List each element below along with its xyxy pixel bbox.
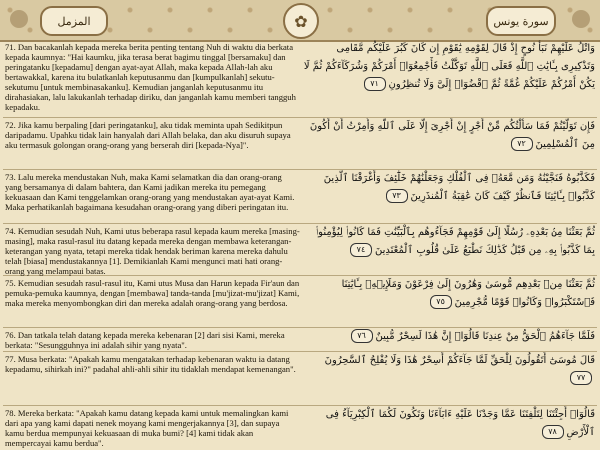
page-header <box>0 0 600 42</box>
verse-list <box>3 40 597 450</box>
verse-translation: 72. Jika kamu berpaling [dari peringatanku], aku tidak meminta upah Sedikitpun daripadamu. Upahku tidak lain hanyalah dari Allah belaka, dan aku disuruh supaya aku termasuk golongan orang-orang yang berserah diri [kepada-Nya]". <box>5 120 291 150</box>
medallion-ornament-icon: ✿ <box>283 3 319 39</box>
verse-translation: 76. Dan tatkala telah datang kepada mereka kebenaran [2] dari sisi Kami, mereka berkata: "Sesungguhnya ini adalah sihir yang nyata". <box>5 330 285 350</box>
ayah-number-mark: ٧٨ <box>542 425 564 439</box>
verse-arabic: وَاتْلُ عَلَيْهِمْ نَبَأَ نُوحٍ إِذْ قَالَ لِقَوْمِهِ يَٰقَوْمِ إِن كَانَ كَبُرَ عَلَيْكُم مَّقَامِى وَتَذْكِيرِى بِـَٔايَٰتِ ٱللَّهِ فَعَلَى ٱللَّهِ تَوَكَّلْتُ فَأَجْمِعُوٓا۟ أَمْرَكُمْ وَشُرَكَآءَكُمْ ثُمَّ لَا يَكُنْ أَمْرُكُمْ عَلَيْكُمْ غُمَّةً ثُمَّ ٱقْضُوٓا۟ إِلَىَّ وَلَا تُنظِرُونِ٧١ <box>303 43 595 90</box>
verse-row <box>3 328 597 352</box>
verse-arabic: فَإِن تَوَلَّيْتُمْ فَمَا سَأَلْتُكُم مِّنْ أَجْرٍ إِنْ أَجْرِىَ إِلَّا عَلَى ٱللَّهِ وَأُمِرْتُ أَنْ أَكُونَ مِنَ ٱلْمُسْلِمِينَ٧٢ <box>309 121 595 150</box>
ayah-number-mark: ٧٥ <box>430 295 452 309</box>
verse-row <box>3 352 597 406</box>
verse-arabic: قَالُوٓا۟ أَجِئْتَنَا لِتَلْفِتَنَا عَمَّا وَجَدْنَا عَلَيْهِ ءَابَآءَنَا وَتَكُونَ لَكُمَا ٱلْكِبْرِيَآءُ فِى ٱلْأَرْضِ٧٨ <box>325 409 595 438</box>
ayah-number-mark: ٧٧ <box>570 371 592 385</box>
juz-title: المزمل <box>40 6 108 36</box>
verse-arabic: فَلَمَّا جَآءَهُمُ ٱلْحَقُّ مِنْ عِندِنَا قَالُوٓا۟ إِنَّ هَٰذَا لَسِحْرٌ مُّبِينٌ٧٦ <box>303 328 595 346</box>
verse-translation: 73. Lalu mereka mendustakan Nuh, maka Kami selamatkan dia dan orang-orang yang bersamanya di dalam bahtera, dan Kami jadikan mereka itu pemegang kekuasaan dan Kami tenggelamkan orang-orang yang mendustakan ayat-ayat Kami. Maka perhatikanlah bagaimana kesudahan orang-orang yang diberi peringatan itu. <box>5 172 295 212</box>
ayah-number-mark: ٧١ <box>364 77 386 91</box>
verse-arabic: ثُمَّ بَعَثْنَا مِنۢ بَعْدِهِۦ رُسُلًا إِلَىٰ قَوْمِهِمْ فَجَآءُوهُم بِٱلْبَيِّنَٰتِ فَمَا كَانُوا۟ لِيُؤْمِنُوا۟ بِمَا كَذَّبُوا۟ بِهِۦ مِن قَبْلُ كَذَٰلِكَ نَطْبَعُ عَلَىٰ قُلُوبِ ٱلْمُعْتَدِينَ٧٤ <box>315 227 595 256</box>
verse-translation: 74. Kemudian sesudah Nuh, Kami utus beberapa rasul kepada kaum mereka [masing-masing], maka rasul-rasul itu datang kepada mereka dengan membawa keterangan-keterangan yang nyata, tetapi mereka tidak hendak beriman karena mereka dahulu telah [biasa] mendustakannya [1]. Demikianlah Kami mengunci mati hati orang-orang yang melampaui batas. <box>5 226 300 276</box>
verse-translation: 78. Mereka berkata: "Apakah kamu datang kepada kami untuk memalingkan kami dari apa yang kami dapati nenek moyang kami mengerjakannya [3], dan supaya kamu berdua mempunyai kekuasaan di muka bumi? [4] kami tidak akan mempercayai kamu berdua". <box>5 408 289 448</box>
verse-arabic: فَكَذَّبُوهُ فَنَجَّيْنَٰهُ وَمَن مَّعَهُۥ فِى ٱلْفُلْكِ وَجَعَلْنَٰهُمْ خَلَٰٓئِفَ وَأَغْرَقْنَا ٱلَّذِينَ كَذَّبُوا۟ بِـَٔايَٰتِنَا فَٱنظُرْ كَيْفَ كَانَ عَٰقِبَةُ ٱلْمُنذَرِينَ٧٣ <box>323 173 595 202</box>
ornament-icon <box>572 10 590 28</box>
ayah-number-mark: ٧٢ <box>511 137 533 151</box>
verse-row <box>3 276 597 328</box>
ornament-icon <box>10 10 28 28</box>
surah-title: سورة يونس <box>486 6 556 36</box>
verse-translation: 71. Dan bacakanlah kepada mereka berita penting tentang Nuh di waktu dia berkata kepada kaumnya: "Hai kaumku, jika terasa berat bagimu tinggal [bersamaku] dan peringatanku [kepadamu] dengan ayat-ayat Allah, maka kepada Allah-lah aku bertawakkal, karena itu bulatkanlah keputusanmu dan [kumpulkanlah] sekutu-sekutumu [untuk membinasakanku]. Kemudian janganlah keputusanmu itu dirahasiakan, lalu lakukanlah terhadap diriku, dan janganlah kamu memberi tangguh kepadaku. <box>5 42 296 112</box>
verse-row <box>3 406 597 450</box>
verse-row <box>3 170 597 224</box>
ayah-number-mark: ٧٦ <box>351 329 373 343</box>
verse-row <box>3 224 597 276</box>
verse-arabic: قَالَ مُوسَىٰٓ أَتَقُولُونَ لِلْحَقِّ لَمَّا جَآءَكُمْ أَسِحْرٌ هَٰذَا وَلَا يُفْلِحُ ٱلسَّٰحِرُونَ٧٧ <box>303 352 595 388</box>
verse-translation: 75. Kemudian sesudah rasul-rasul itu, Kami utus Musa dan Harun kepada Fir'aun dan pemuka-pemuka kaumnya, dengan [membawa] tanda-tanda [mu'jizat-mu'jizat] Kami, maka mereka menyombongkan diri dan mereka adalah orang-orang yang berdosa. <box>5 278 300 308</box>
ayah-number-mark: ٧٣ <box>386 189 408 203</box>
verse-row <box>3 40 597 118</box>
verse-arabic: ثُمَّ بَعَثْنَا مِنۢ بَعْدِهِم مُّوسَىٰ وَهَٰرُونَ إِلَىٰ فِرْعَوْنَ وَمَلَإِي۟هِۦ بِـَٔايَٰتِنَا فَٱسْتَكْبَرُوا۟ وَكَانُوا۟ قَوْمًا مُّجْرِمِينَ٧٥ <box>341 279 595 308</box>
verse-translation: 77. Musa berkata: "Apakah kamu mengatakan terhadap kebenaran waktu ia datang kepadamu, sihirkah ini?" padahal ahli-ahli sihir itu tidaklah mendapat kemenangan". <box>5 354 296 374</box>
verse-row <box>3 118 597 170</box>
ayah-number-mark: ٧٤ <box>350 243 372 257</box>
